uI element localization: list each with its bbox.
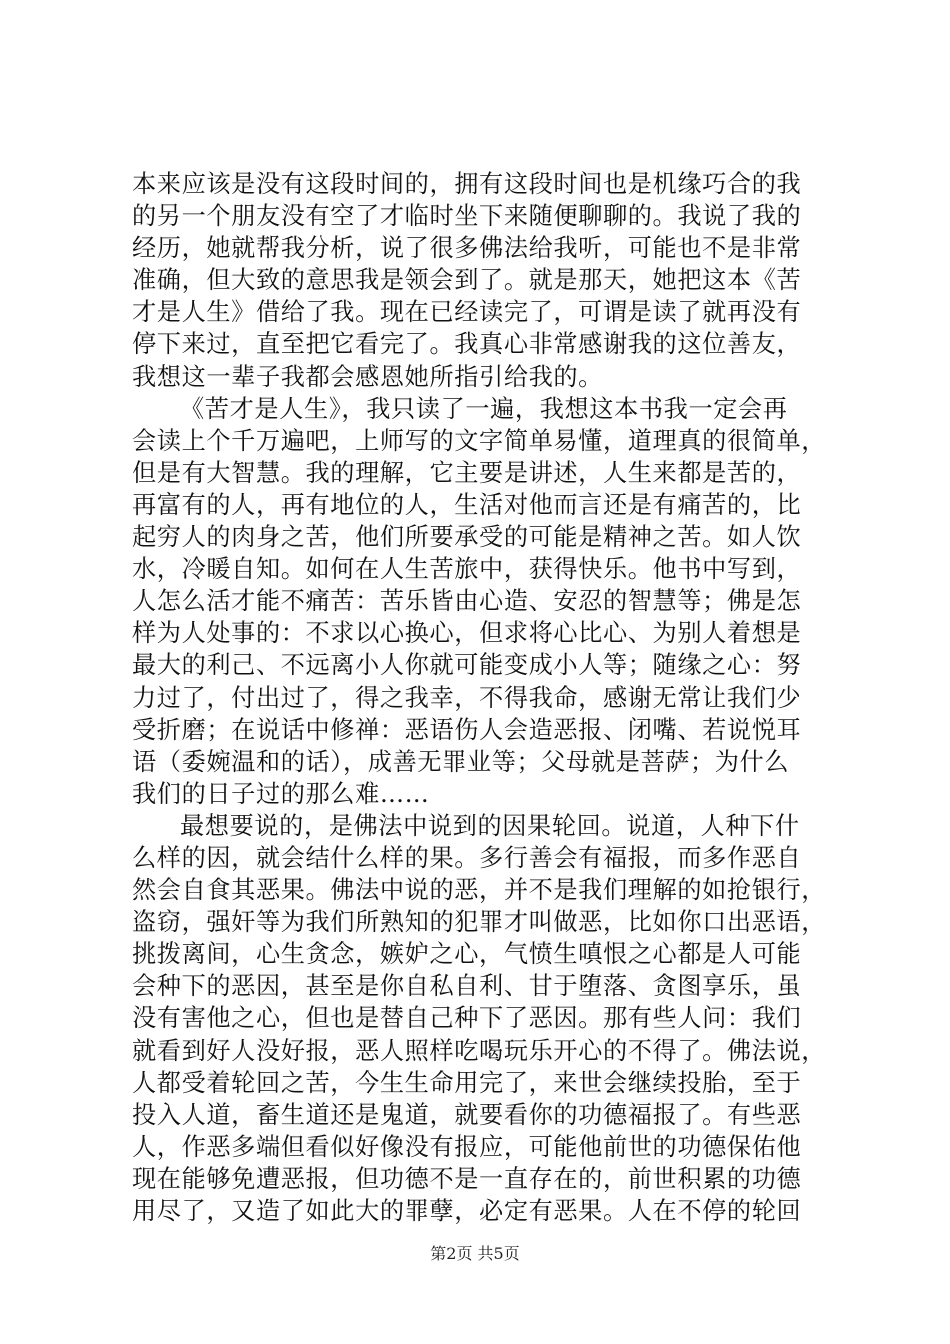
paragraph-start-line: 《苦才是人生》，我只读了一遍，我想这本书我一定会再 xyxy=(180,394,788,423)
text-line: 我想这一辈子我都会感恩她所指引给我的。 xyxy=(132,362,603,391)
text-line: 人怎么活才能不痛苦：苦乐皆由心造、安忍的智慧等；佛是怎 xyxy=(132,587,802,616)
text-line: 力过了，付出过了，得之我幸，不得我命，感谢无常让我们少 xyxy=(132,683,802,712)
text-line: 停下来过，直至把它看完了。我真心非常感谢我的这位善友， xyxy=(132,330,802,359)
text-line: 然会自食其恶果。佛法中说的恶，并不是我们理解的如抢银行， xyxy=(132,876,827,905)
text-line: 人，作恶多端但看似好像没有报应，可能他前世的功德保佑他 xyxy=(132,1132,802,1161)
text-line: 没有害他之心，但也是替自己种下了恶因。那有些人问：我们 xyxy=(132,1004,802,1033)
text-line: 么样的因，就会结什么样的果。多行善会有福报，而多作恶自 xyxy=(132,843,802,872)
text-line: 会读上个千万遍吧，上师写的文字简单易懂，道理真的很简单， xyxy=(132,426,827,455)
text-line: 受折磨；在说话中修禅：恶语伤人会造恶报、闭嘴、若说悦耳 xyxy=(132,715,802,744)
text-line: 人都受着轮回之苦，今生生命用完了，来世会继续投胎，至于 xyxy=(132,1068,802,1097)
text-line: 才是人生》借给了我。现在已经读完了，可谓是读了就再没有 xyxy=(132,298,802,327)
text-line: 样为人处事的：不求以心换心，但求将心比心、为别人着想是 xyxy=(132,619,802,648)
text-line: 准确，但大致的意思我是领会到了。就是那天，她把这本《苦 xyxy=(132,266,802,295)
text-line: 挑拨离间，心生贪念，嫉妒之心，气愤生嗔恨之心都是人可能 xyxy=(132,940,802,969)
text-line: 会种下的恶因，甚至是你自私自利、甘于堕落、贪图享乐，虽 xyxy=(132,972,802,1001)
text-line: 本来应该是没有这段时间的，拥有这段时间也是机缘巧合的我 xyxy=(132,170,802,198)
text-line: 盗窃，强奸等为我们所熟知的犯罪才叫做恶，比如你口出恶语， xyxy=(132,908,827,937)
text-line: 我们的日子过的那么难…… xyxy=(132,779,430,808)
text-line: 起穷人的肉身之苦，他们所要承受的可能是精神之苦。如人饮 xyxy=(132,523,802,552)
text-line: 用尽了，又造了如此大的罪孽，必定有恶果。人在不停的轮回 xyxy=(132,1197,802,1225)
text-line: 水，冷暖自知。如何在人生苦旅中，获得快乐。他书中写到， xyxy=(132,555,802,584)
page-number-footer: 第2页 共5页 xyxy=(430,1244,520,1263)
paragraph-start-line: 最想要说的，是佛法中说到的因果轮回。说道，人种下什 xyxy=(180,811,800,840)
text-line: 经历，她就帮我分析，说了很多佛法给我听，可能也不是非常 xyxy=(132,234,802,263)
text-line: 但是有大智慧。我的理解，它主要是讲述，人生来都是苦的， xyxy=(132,458,802,487)
text-line: 的另一个朋友没有空了才临时坐下来随便聊聊的。我说了我的 xyxy=(132,202,802,231)
text-line: 语（委婉温和的话），成善无罪业等；父母就是菩萨；为什么 xyxy=(132,747,790,776)
text-line: 就看到好人没好报，恶人照样吃喝玩乐开心的不得了。佛法说， xyxy=(132,1036,827,1065)
text-line: 最大的利己、不远离小人你就可能变成小人等；随缘之心：努 xyxy=(132,651,802,680)
text-line: 投入人道，畜生道还是鬼道，就要看你的功德福报了。有些恶 xyxy=(132,1100,802,1129)
text-line: 再富有的人，再有地位的人，生活对他而言还是有痛苦的，比 xyxy=(132,490,802,519)
text-line: 现在能够免遭恶报，但功德不是一直存在的，前世积累的功德 xyxy=(132,1164,802,1193)
body-text xyxy=(132,168,832,1227)
